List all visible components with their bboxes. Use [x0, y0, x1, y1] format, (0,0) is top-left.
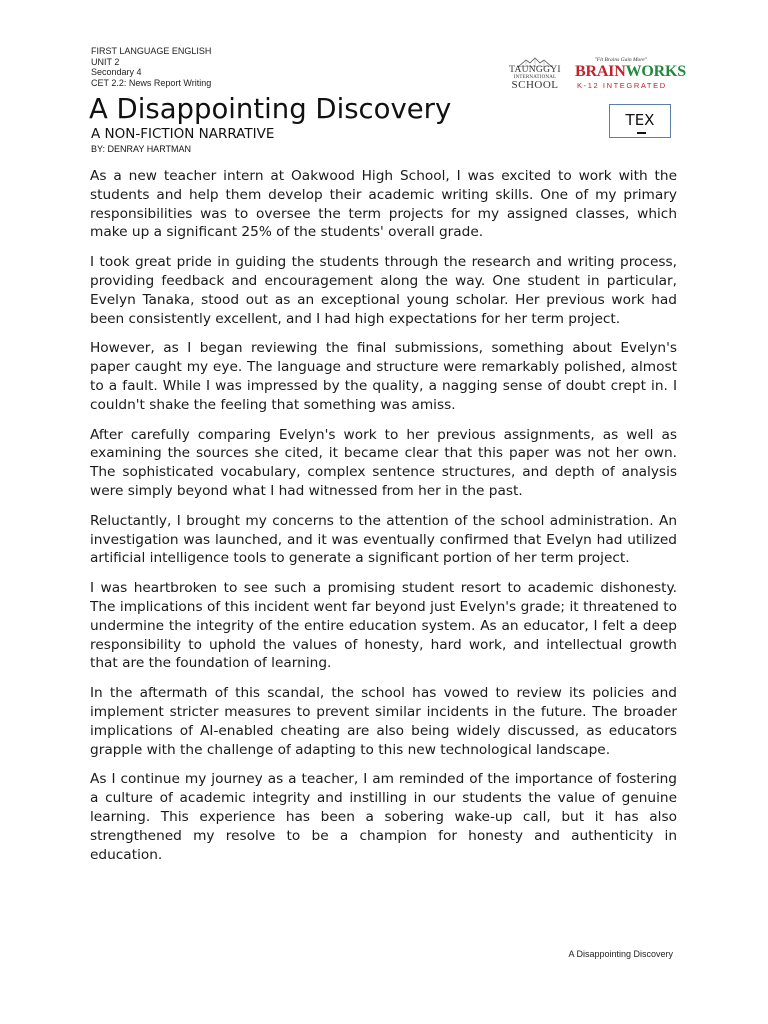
grade-label: Secondary 4: [91, 67, 142, 77]
school-logo-line2: INTERNATIONAL: [513, 75, 557, 80]
paragraph-6: I was heartbroken to see such a promising student resort to academic dishonesty. The implications of this incident went far beyond just Evelyn's grade; it threatened to undermine the integrity of the entire education system. As an educator, I felt a deep responsibility to uphold the values of honesty, hard work, and intellectual growth that are the foundation of learning.: [90, 580, 677, 672]
brainworks-word-b: WORKS: [625, 63, 686, 80]
school-logo-line3: SCHOOL: [511, 79, 559, 91]
paragraph-3: However, as I began reviewing the final submissions, something about Evelyn's paper caught my eye. The language and structure were remarkably polished, almost to a fault. While I was impressed by the quality, a nagging sense of doubt crept in. I couldn't shake the feeling that something was amiss.: [90, 340, 677, 413]
header-meta: [91, 46, 211, 88]
brainworks-logo: [573, 57, 686, 93]
paragraph-5: Reluctantly, I brought my concerns to the attention of the school administration. An investigation was launched, and it was eventually confirmed that Evelyn had utilized artificial intelligence tools to generate a significant portion of her term project.: [90, 512, 677, 567]
article-body: [90, 167, 677, 875]
tex-underline: [637, 132, 646, 134]
page-subtitle: A NON-FICTION NARRATIVE: [91, 126, 275, 142]
author-byline: BY: DENRAY HARTMAN: [91, 144, 192, 154]
page-title: A Disappointing Discovery: [89, 93, 452, 125]
brainworks-wordmark: [575, 63, 686, 81]
tex-box: [609, 104, 671, 138]
paragraph-7: In the aftermath of this scandal, the school has vowed to review its policies and implement stricter measures to prevent similar incidents in the future. The broader implications of AI-enabled cheating are also being widely discussed, as educators grapple with the challenge of adapting to this new technological landscape.: [90, 685, 677, 758]
paragraph-8: As I continue my journey as a teacher, I am reminded of the importance of fostering a culture of academic integrity and instilling in our students the value of genuine learning. This experience has been a sobering wake-up call, but it has also strengthened my resolve to be a champion for honesty and authenticity in education.: [90, 771, 677, 863]
paragraph-4: After carefully comparing Evelyn's work to her previous assignments, as well as examining the sources she cited, it became clear that this paper was not her own. The sophisticated vocabulary, complex sentence structures, and depth of analysis were simply beyond what I had witnessed from her in the past.: [90, 426, 677, 499]
paragraph-1: As a new teacher intern at Oakwood High School, I was excited to work with the students and help them develop their academic writing skills. One of my primary responsibilities was to oversee the term projects for my assigned classes, which make up a significant 25% of the students' overall grade.: [90, 168, 677, 241]
assignment-label: CET 2.2: News Report Writing: [91, 77, 212, 88]
paragraph-2: I took great pride in guiding the students through the research and writing process, providing feedback and encouragement along the way. One student in particular, Evelyn Tanaka, stood out as an exceptional young scholar. Her previous work had been consistently excellent, and I had high expectations for her term project.: [90, 254, 677, 327]
page-footer: A Disappointing Discovery: [568, 949, 673, 959]
school-logo-line1: TAUNGGYI: [509, 65, 561, 75]
brainworks-word-a: BRAIN: [575, 63, 626, 80]
brainworks-tagline: "Fit Brains Gain More": [594, 57, 647, 63]
tex-label: TEX: [625, 111, 655, 129]
brainworks-subtitle: K-12 INTEGRATED: [577, 81, 667, 90]
school-logo: [504, 57, 566, 91]
course-label: FIRST LANGUAGE ENGLISH: [91, 46, 212, 56]
unit-label: UNIT 2: [91, 56, 120, 67]
